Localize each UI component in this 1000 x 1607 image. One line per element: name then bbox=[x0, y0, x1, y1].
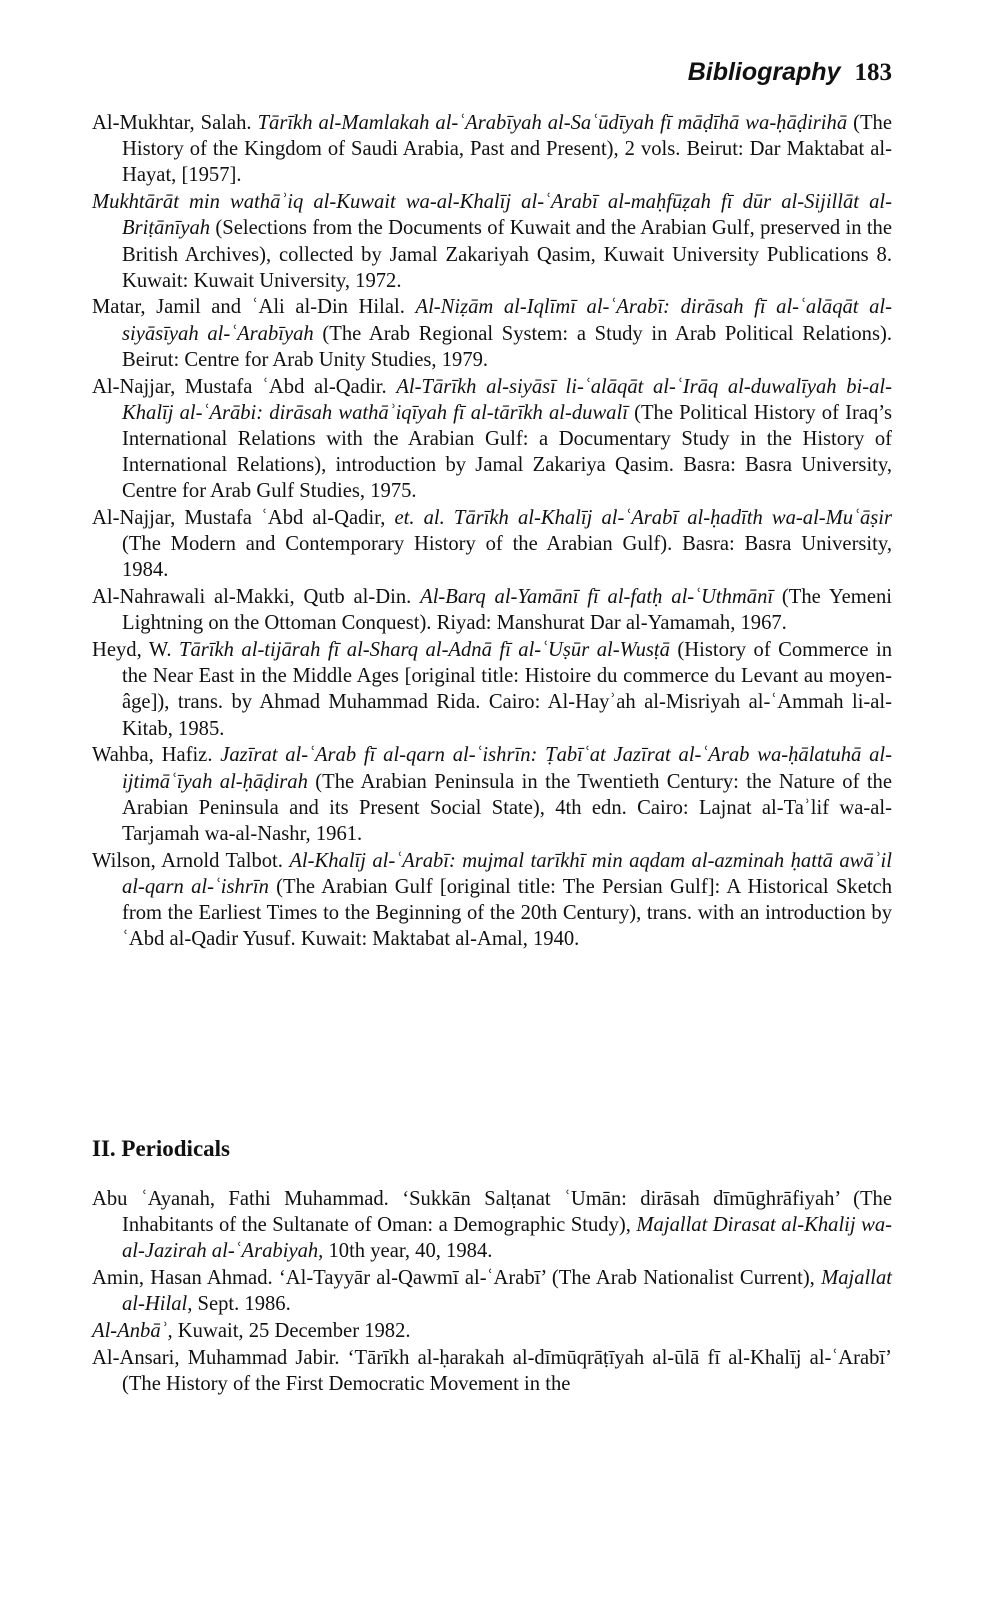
bibliography-entry: Amin, Hasan Ahmad. ‘Al-Tayyār al-Qawmī al-ʿArabī’ (The Arab Nationalist Current), Majallat al-Hilal, Sept. 1986. bbox=[92, 1267, 892, 1316]
bibliography-entry: Heyd, W. Tārīkh al-tijārah fī al-Sharq al-Adnā fī al-ʿUṣūr al-Wusṭā (History of Commerce in the Near East in the Middle Ages [original title: Histoire du commerce du Levant au moyen-âge]), trans. by Ahmad Muhammad Rida. Cairo: Al-Hayʾah al-Misriyah al-ʿAmmah li-al-Kitab, 1985. bbox=[92, 639, 892, 740]
running-header bbox=[90, 58, 892, 98]
bibliography-entry: Al-Nahrawali al-Makki, Qutb al-Din. Al-Barq al-Yamānī fī al-fatḥ al-ʿUthmānī (The Yemeni Lightning on the Ottoman Conquest). Riyad: Manshurat Dar al-Yamamah, 1967. bbox=[92, 586, 892, 635]
bibliography-entry: Mukhtārāt min wathāʾiq al-Kuwait wa-al-Khalīj al-ʿArabī al-maḥfūẓah fī dūr al-Sijillāt al-Briṭānīyah (Selections from the Documents of Kuwait and the Arabian Gulf, preserved in the British Archives), collected by Jamal Zakariyah Qasim, Kuwait University Publications 8. Kuwait: Kuwait University, 1972. bbox=[92, 191, 892, 292]
bibliography-entry: Al-Najjar, Mustafa ʿAbd al-Qadir. Al-Tārīkh al-siyāsī li-ʿalāqāt al-ʿIrāq al-duwalīyah bi-al-Khalīj al-ʿArābi: dirāsah wathāʾiqīyah fī al-tārīkh al-duwalī (The Political History of Iraq’s International Relations with the Arabian Gulf: a Documentary Study in the History of International Relations), introduction by Jamal Zakariya Qasim. Basra: Basra University, Centre for Arab Gulf Studies, 1975. bbox=[92, 375, 892, 503]
page-number: 183 bbox=[854, 59, 892, 86]
bibliography-entry: Al-Anbāʾ, Kuwait, 25 December 1982. bbox=[92, 1320, 411, 1343]
bibliography-entry: Al-Najjar, Mustafa ʿAbd al-Qadir, et. al. Tārīkh al-Khalīj al-ʿArabī al-ḥadīth wa-al-Muʿāṣir (The Modern and Contemporary History of the Arabian Gulf). Basra: Basra University, 1984. bbox=[92, 507, 892, 582]
bibliography-books-list bbox=[92, 110, 892, 953]
bibliography-entry: Al-Mukhtar, Salah. Tārīkh al-Mamlakah al-ʿArabīyah al-Saʿūdīyah fī māḍīhā wa-ḥāḍirihā (The History of the Kingdom of Saudi Arabia, Past and Present), 2 vols. Beirut: Dar Maktabat al-Hayat, [1957]. bbox=[92, 112, 892, 187]
bibliography-entry: Wahba, Hafiz. Jazīrat al-ʿArab fī al-qarn al-ʿishrīn: Ṭabīʿat Jazīrat al-ʿArab wa-ḥālatuhā al-ijtimāʿīyah al-ḥāḍirah (The Arabian Peninsula in the Twentieth Century: the Nature of the Arabian Peninsula and its Present Social State), 4th edn. Cairo: Lajnat al-Taʾlif wa-al-Tarjamah wa-al-Nashr, 1961. bbox=[92, 744, 892, 845]
bibliography-periodicals-list bbox=[92, 1186, 892, 1398]
running-title: Bibliography bbox=[687, 58, 841, 86]
bibliography-entry: Matar, Jamil and ʿAli al-Din Hilal. Al-Niẓām al-Iqlīmī al-ʿArabī: dirāsah fī al-ʿalāqāt al-siyāsīyah al-ʿArabīyah (The Arab Regional System: a Study in Arab Political Relations). Beirut: Centre for Arab Unity Studies, 1979. bbox=[92, 296, 892, 371]
bibliography-entry: Wilson, Arnold Talbot. Al-Khalīj al-ʿArabī: mujmal tarīkhī min aqdam al-azminah ḥattā awāʾil al-qarn al-ʿishrīn (The Arabian Gulf [original title: The Persian Gulf]: A Historical Sketch from the Earliest Times to the Beginning of the 20th Century), trans. with an introduction by ʿAbd al-Qadir Yusuf. Kuwait: Maktabat al-Amal, 1940. bbox=[92, 849, 892, 951]
bibliography-entry: Al-Ansari, Muhammad Jabir. ‘Tārīkh al-ḥarakah al-dīmūqrāṭīyah al-ūlā fī al-Khalīj al-ʿArabī’ (The History of the First Democratic Movement in the bbox=[92, 1346, 892, 1395]
bibliography-entry: Abu ʿAyanah, Fathi Muhammad. ‘Sukkān Salṭanat ʿUmān: dirāsah dīmūghrāfiyah’ (The Inhabitants of the Sultanate of Oman: a Demographic Study), Majallat Dirasat al-Khalij wa-al-Jazirah al-ʿArabiyah, 10th year, 40, 1984. bbox=[92, 1188, 892, 1263]
section-heading: II. Periodicals bbox=[92, 1136, 230, 1161]
